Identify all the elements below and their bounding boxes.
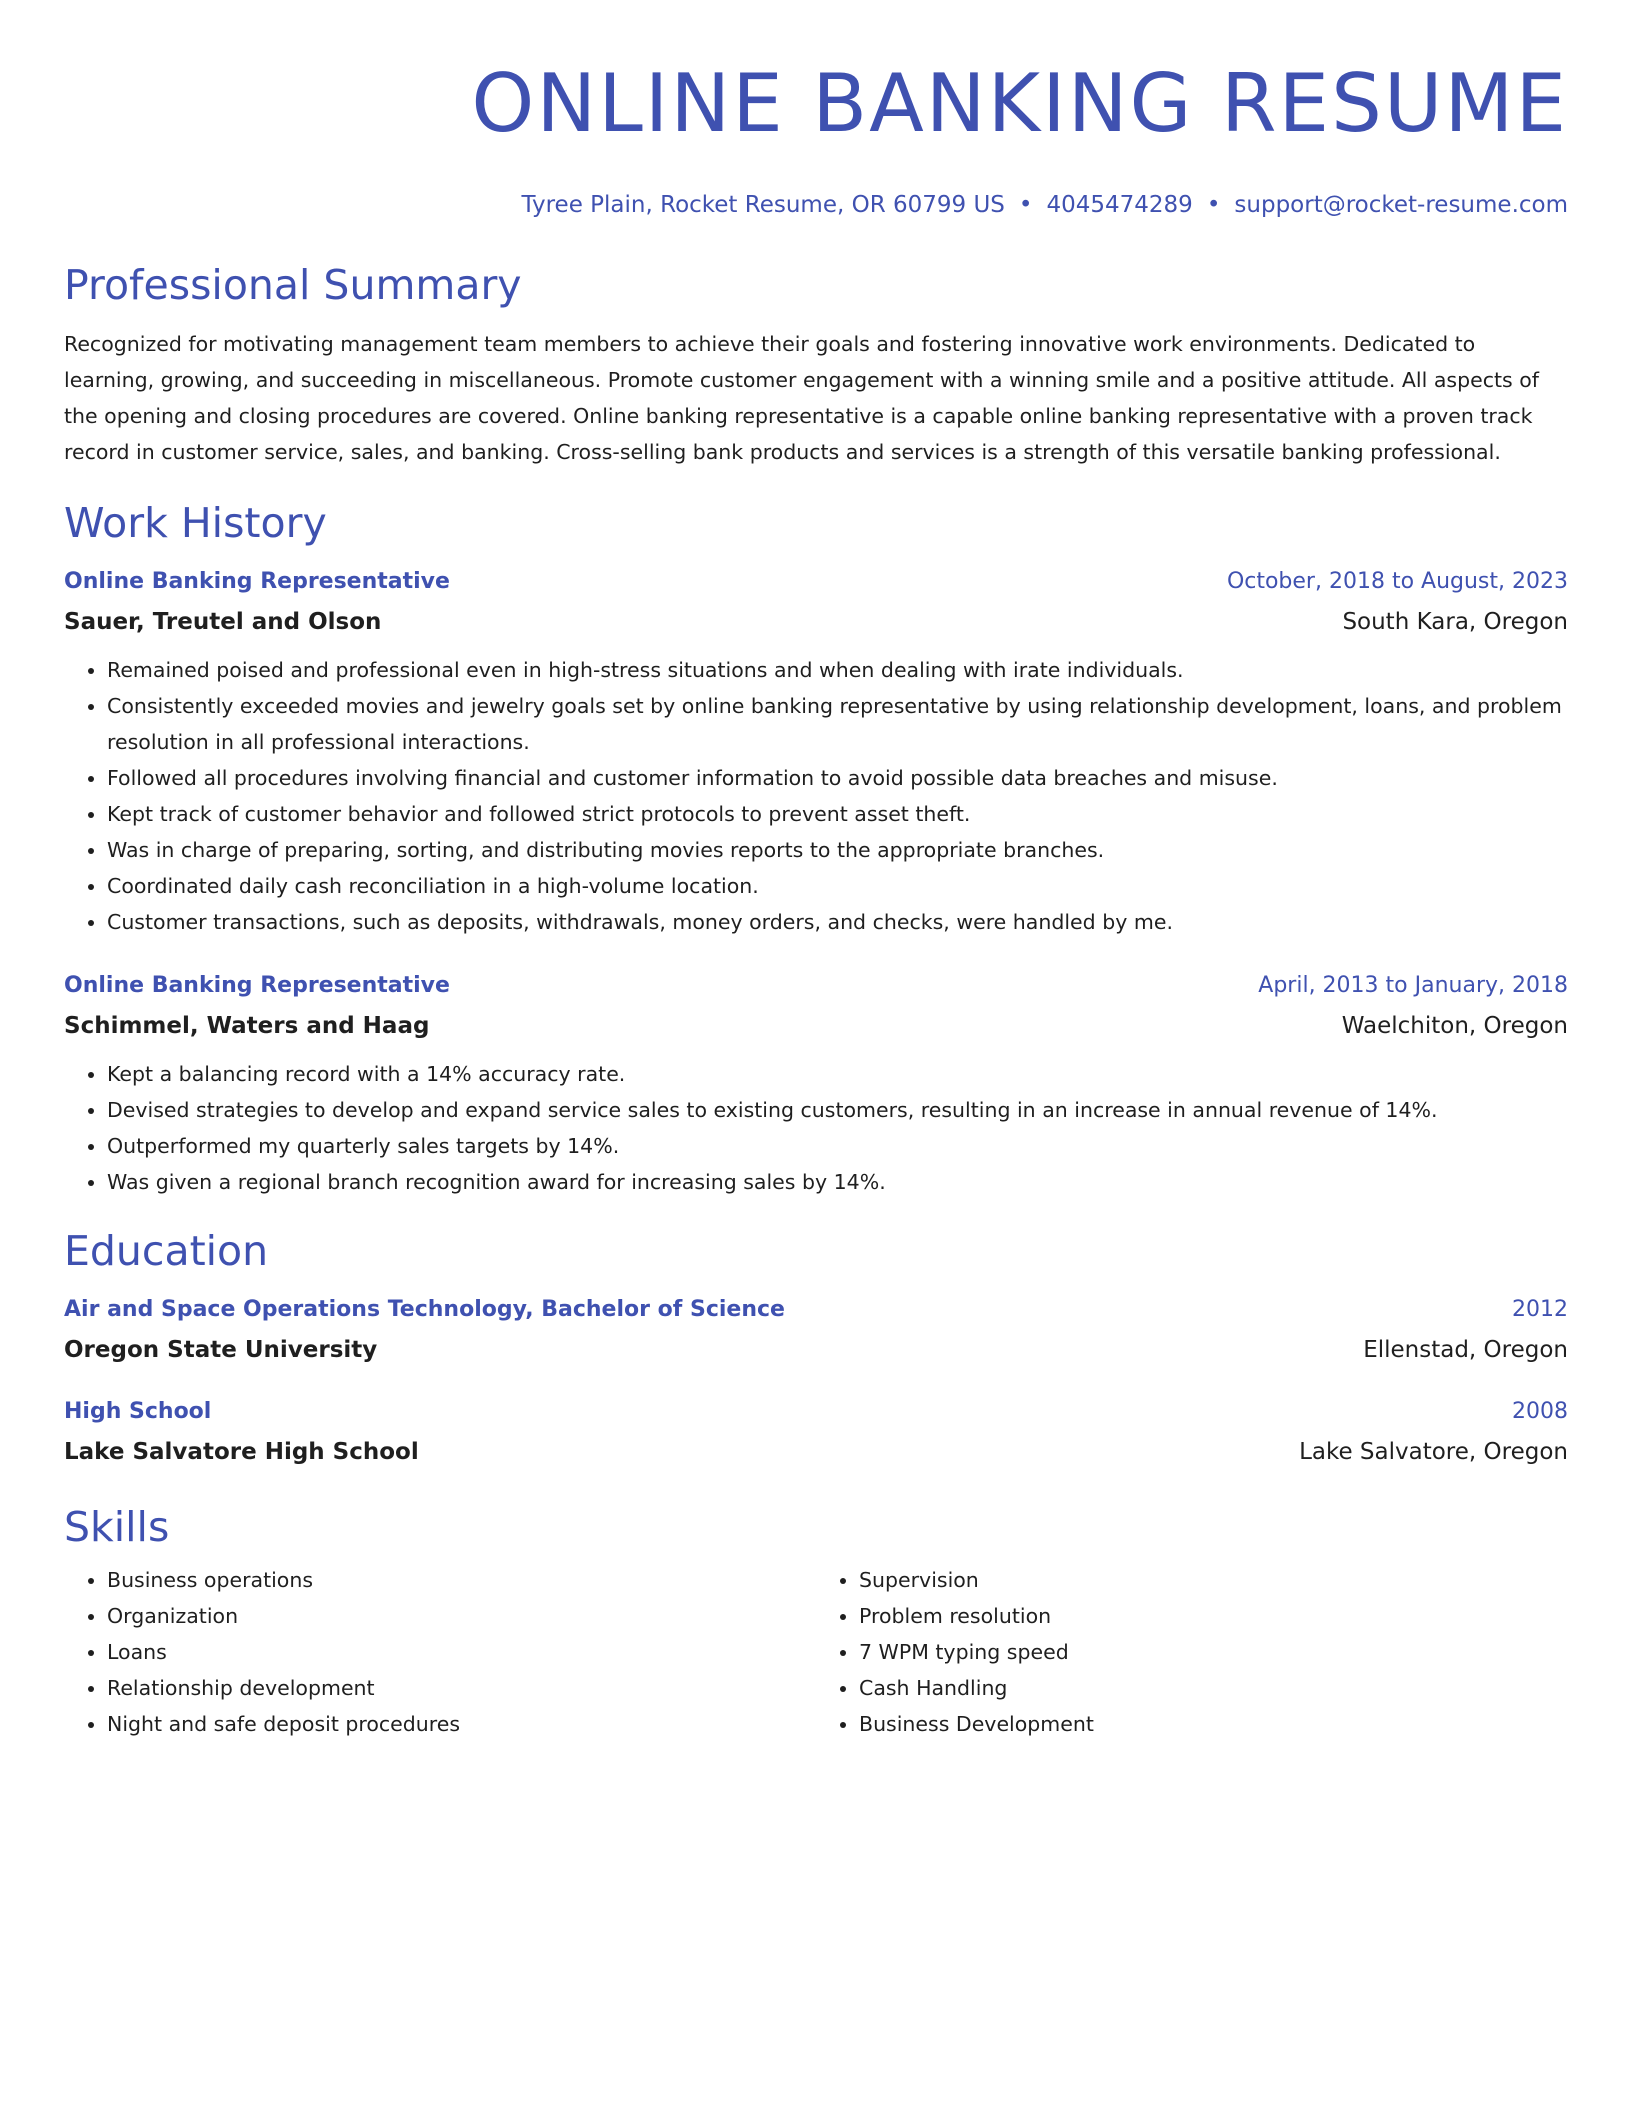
skill-item: • Business Development — [859, 1706, 1568, 1742]
skill-item: • Loans — [107, 1634, 816, 1670]
school-name: Oregon State University — [64, 1337, 378, 1363]
work-entry — [64, 566, 1568, 940]
education-entry — [64, 1294, 1568, 1366]
job-bullet: • Coordinated daily cash reconciliation in a high-volume location. — [107, 868, 1568, 904]
resume-name: ONLINE BANKING RESUME — [471, 57, 1568, 150]
job-bullet: • Devised strategies to develop and expand service sales to existing customers, resulting in an increase in annual revenue of 14%. — [107, 1092, 1568, 1128]
job-bullet: • Customer transactions, such as deposits, withdrawals, money orders, and checks, were handled by me. — [107, 904, 1568, 940]
job-bullets — [64, 1056, 1568, 1200]
job-location: South Kara, Oregon — [1342, 609, 1568, 635]
skill-item: • Supervision — [859, 1562, 1568, 1598]
job-bullet: • Remained poised and professional even in high-stress situations and when dealing with irate individuals. — [107, 652, 1568, 688]
job-location: Waelchiton, Oregon — [1341, 1013, 1568, 1039]
job-bullets — [64, 652, 1568, 940]
job-bullet: • Followed all procedures involving financial and customer information to avoid possible data breaches and misuse. — [107, 760, 1568, 796]
skill-item: • Cash Handling — [859, 1670, 1568, 1706]
school-location: Ellenstad, Oregon — [1363, 1337, 1568, 1363]
job-bullet: • Was in charge of preparing, sorting, and distributing movies reports to the appropriate branches. — [107, 832, 1568, 868]
contact-line — [64, 190, 1568, 220]
skill-item: • 7 WPM typing speed — [859, 1634, 1568, 1670]
work-history-heading: Work History — [64, 499, 327, 547]
company-name: Schimmel, Waters and Haag — [64, 1013, 430, 1039]
skills-column-right — [816, 1562, 1568, 1742]
job-bullet: • Kept track of customer behavior and followed strict protocols to prevent asset theft. — [107, 796, 1568, 832]
contact-separator: • — [1206, 192, 1221, 218]
skill-item: • Relationship development — [107, 1670, 816, 1706]
contact-phone: 4045474289 — [1046, 192, 1193, 218]
skill-item: • Business operations — [107, 1562, 816, 1598]
skill-item: • Problem resolution — [859, 1598, 1568, 1634]
summary-heading: Professional Summary — [64, 261, 522, 309]
job-dates: April, 2013 to January, 2018 — [1258, 973, 1568, 998]
skill-item: • Organization — [107, 1598, 816, 1634]
job-bullet: • Was given a regional branch recognition award for increasing sales by 14%. — [107, 1164, 1568, 1200]
school-name: Lake Salvatore High School — [64, 1439, 419, 1465]
work-entry — [64, 970, 1568, 1200]
education-entry — [64, 1396, 1568, 1468]
contact-address: Tyree Plain, Rocket Resume, OR 60799 US — [521, 192, 1005, 218]
skill-item: • Night and safe deposit procedures — [107, 1706, 816, 1742]
graduation-year: 2008 — [1512, 1399, 1568, 1424]
job-bullet: • Outperformed my quarterly sales targets by 14%. — [107, 1128, 1568, 1164]
degree-name: Air and Space Operations Technology, Bachelor of Science — [64, 1297, 785, 1322]
skills-list — [64, 1562, 1568, 1742]
school-location: Lake Salvatore, Oregon — [1299, 1439, 1568, 1465]
resume-header — [64, 0, 1568, 220]
skills-column-left — [64, 1562, 816, 1742]
graduation-year: 2012 — [1512, 1297, 1568, 1322]
contact-separator: • — [1018, 192, 1033, 218]
job-bullet: • Kept a balancing record with a 14% accuracy rate. — [107, 1056, 1568, 1092]
job-title: Online Banking Representative — [64, 569, 450, 594]
company-name: Sauer, Treutel and Olson — [64, 609, 382, 635]
skills-heading: Skills — [64, 1503, 170, 1551]
job-bullet: • Consistently exceeded movies and jewelry goals set by online banking representative by using relationship development, loans, and problem resolution in all professional interactions. — [107, 688, 1568, 760]
summary-text: Recognized for motivating management team members to achieve their goals and fostering innovative work environments. Dedicated to learning, growing, and succeeding in miscellaneous. Promote customer engagement with a winning smile and a positive attitude. All aspects of the opening and closing procedures are covered. Online banking representative is a capable online banking representative with a proven track record in customer service, sales, and banking. Cross-selling bank products and services is a strength of this versatile banking professional. — [64, 332, 1539, 464]
job-title: Online Banking Representative — [64, 973, 450, 998]
contact-email: support@rocket-resume.com — [1234, 192, 1568, 218]
job-dates: October, 2018 to August, 2023 — [1226, 569, 1568, 594]
education-heading: Education — [64, 1227, 269, 1275]
degree-name: High School — [64, 1399, 212, 1424]
